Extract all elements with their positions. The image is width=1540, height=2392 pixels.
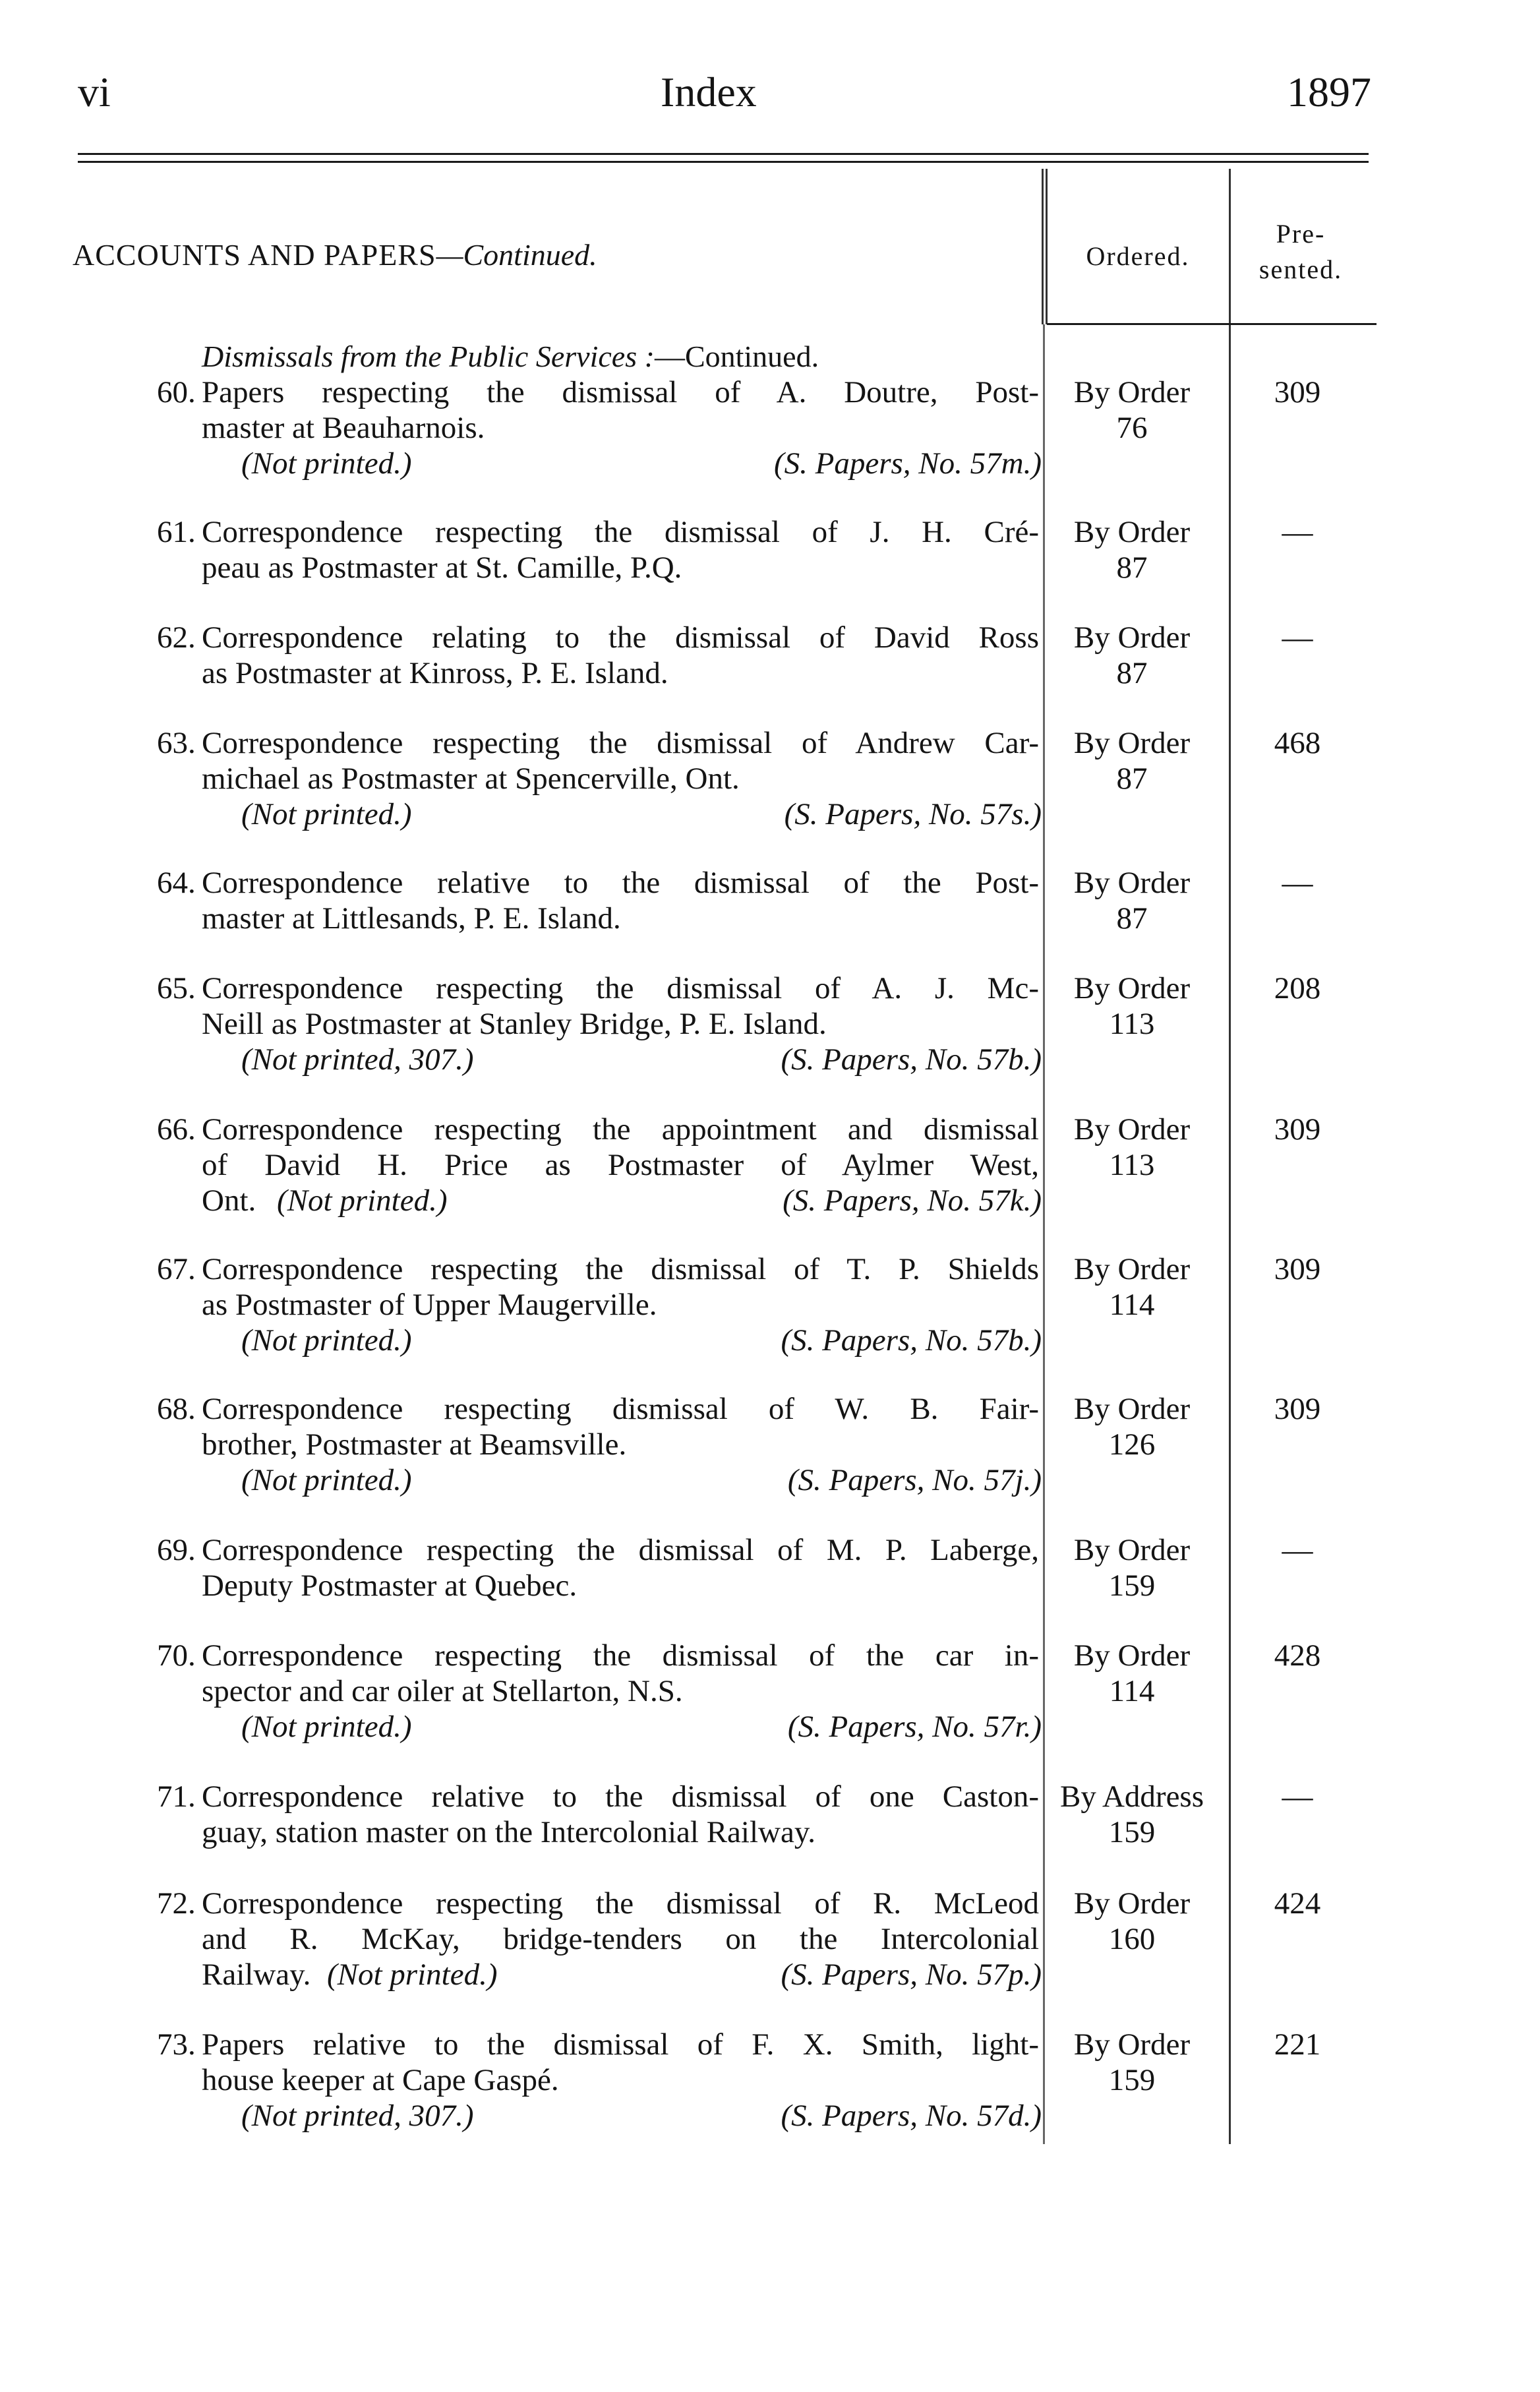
entry-number: 62.	[157, 620, 196, 655]
entry-number: 68.	[157, 1392, 196, 1426]
entry-text-line: Railway.	[202, 1958, 311, 1992]
section-continued: —Continued.	[436, 238, 597, 272]
order-type: By Order	[1073, 971, 1191, 1005]
header-rule-bottom	[78, 161, 1369, 163]
order-type: By Order	[1073, 620, 1191, 655]
entry-text-line: spector and car oiler at Stellarton, N.S.	[202, 1674, 683, 1708]
subheading-continued: —Continued.	[654, 340, 819, 373]
entry-number: 71.	[157, 1779, 196, 1814]
page-number: vi	[78, 69, 111, 115]
not-printed-note: (Not printed.)	[327, 1958, 498, 1992]
subheading	[202, 339, 819, 374]
sessional-paper-ref: (S. Papers, No. 57k.)	[783, 1183, 1042, 1218]
entry-text-line: master at Beauharnois.	[202, 411, 485, 445]
entry-number: 66.	[157, 1112, 196, 1147]
subheading-title: Dismissals from the Public Services :	[202, 340, 655, 373]
sessional-paper-ref: (S. Papers, No. 57m.)	[774, 446, 1042, 481]
presented-page: 309	[1274, 1392, 1321, 1426]
presented-page: —	[1282, 620, 1313, 655]
column-header-ordered: Ordered.	[1086, 241, 1190, 271]
entry-text-line: peau as Postmaster at St. Camille, P.Q.	[202, 551, 682, 585]
presented-page: 208	[1274, 971, 1321, 1005]
entry-number: 61.	[157, 515, 196, 549]
order-type: By Order	[1073, 1252, 1191, 1286]
column-header-presented	[1231, 216, 1370, 287]
order-page: 159	[1108, 2063, 1156, 2097]
sessional-paper-ref: (S. Papers, No. 57r.)	[787, 1710, 1042, 1744]
entry-text-line: Correspondence respecting the dismissal of J. H. Cré-	[202, 515, 1039, 549]
order-page: 114	[1109, 1674, 1155, 1708]
order-type: By Address	[1059, 1779, 1204, 1814]
column-divider-left	[1043, 324, 1045, 2144]
entry-number: 72.	[157, 1886, 196, 1921]
not-printed-note: (Not printed, 307.)	[241, 1042, 474, 1077]
page-year: 1897	[1287, 69, 1371, 115]
sessional-paper-ref: (S. Papers, No. 57d.)	[781, 2099, 1042, 2133]
entry-number: 67.	[157, 1252, 196, 1286]
header-rule-top	[78, 153, 1369, 155]
order-page: 87	[1116, 656, 1148, 690]
entry-text-line: Correspondence respecting the dismissal of M. P. Laberge,	[202, 1533, 1039, 1567]
order-type: By Order	[1073, 726, 1191, 760]
order-type: By Order	[1073, 1533, 1191, 1567]
order-page: 114	[1109, 1288, 1155, 1322]
entry-text-line: brother, Postmaster at Beamsville.	[202, 1427, 627, 1462]
order-page: 160	[1108, 1922, 1156, 1956]
presented-page: 428	[1274, 1638, 1321, 1673]
entry-number: 60.	[157, 375, 196, 409]
entry-text-line: Correspondence respecting the dismissal of T. P. Shields	[202, 1252, 1039, 1286]
sessional-paper-ref: (S. Papers, No. 57s.)	[784, 797, 1042, 831]
entry-number: 65.	[157, 971, 196, 1005]
order-page: 87	[1116, 551, 1148, 585]
entry-text-line: Correspondence relating to the dismissal of David Ross	[202, 620, 1039, 655]
entry-text-line: master at Littlesands, P. E. Island.	[202, 901, 621, 936]
entry-number: 73.	[157, 2027, 196, 2062]
presented-page: 424	[1274, 1886, 1321, 1921]
entry-number: 69.	[157, 1533, 196, 1567]
presented-page: —	[1282, 866, 1313, 900]
entry-number: 64.	[157, 866, 196, 900]
order-page: 113	[1109, 1007, 1155, 1041]
order-type: By Order	[1073, 1638, 1191, 1673]
entry-number: 63.	[157, 726, 196, 760]
order-page: 87	[1116, 901, 1148, 936]
column-divider-right	[1229, 169, 1231, 2144]
entry-text-line: Correspondence respecting the dismissal of Andrew Car-	[202, 726, 1039, 760]
section-title-text: ACCOUNTS AND PAPERS	[73, 238, 436, 272]
presented-page: 468	[1274, 726, 1321, 760]
not-printed-note: (Not printed.)	[241, 797, 412, 831]
entry-text-line: Correspondence relative to the dismissal of one Caston-	[202, 1779, 1039, 1814]
presented-page: 309	[1274, 1252, 1321, 1286]
order-type: By Order	[1073, 1886, 1191, 1921]
entry-text-line: michael as Postmaster at Spencerville, Ont.	[202, 762, 740, 796]
order-type: By Order	[1073, 515, 1191, 549]
order-page: 126	[1108, 1427, 1156, 1462]
entry-text-line: Correspondence respecting the appointment and dismissal	[202, 1112, 1039, 1147]
entry-text-line: of David H. Price as Postmaster of Aylmer West,	[202, 1148, 1039, 1182]
order-type: By Order	[1073, 2027, 1191, 2062]
not-printed-note: (Not printed.)	[241, 446, 412, 481]
entry-text-line: Correspondence respecting dismissal of W. B. Fair-	[202, 1392, 1039, 1426]
entry-number: 70.	[157, 1638, 196, 1673]
entry-text-line: house keeper at Cape Gaspé.	[202, 2063, 559, 2097]
not-printed-note: (Not printed.)	[241, 1463, 412, 1497]
entry-text-line: Ont.	[202, 1183, 256, 1218]
column-divider-left-top	[1042, 169, 1044, 324]
order-page: 159	[1108, 1815, 1156, 1849]
order-type: By Order	[1073, 1392, 1191, 1426]
entry-text-line: Correspondence respecting the dismissal of the car in-	[202, 1638, 1039, 1673]
presented-page: —	[1282, 1533, 1313, 1567]
not-printed-note: (Not printed.)	[241, 1323, 412, 1358]
entry-text-line: Neill as Postmaster at Stanley Bridge, P. E. Island.	[202, 1007, 827, 1041]
order-page: 113	[1109, 1148, 1155, 1182]
presented-page: —	[1282, 1779, 1313, 1814]
entry-text-line: as Postmaster at Kinross, P. E. Island.	[202, 656, 668, 690]
presented-page: —	[1282, 515, 1313, 549]
sessional-paper-ref: (S. Papers, No. 57p.)	[781, 1958, 1042, 1992]
order-type: By Order	[1073, 866, 1191, 900]
column-header-presented-line2: sented.	[1259, 254, 1343, 284]
order-type: By Order	[1073, 1112, 1191, 1147]
entry-text-line: Papers respecting the dismissal of A. Doutre, Post-	[202, 375, 1039, 409]
sessional-paper-ref: (S. Papers, No. 57b.)	[781, 1323, 1042, 1358]
order-type: By Order	[1073, 375, 1191, 409]
entry-text-line: and R. McKay, bridge-tenders on the Intercolonial	[202, 1922, 1039, 1956]
presented-page: 309	[1274, 375, 1321, 409]
entry-text-line: Correspondence respecting the dismissal of A. J. Mc-	[202, 971, 1039, 1005]
sessional-paper-ref: (S. Papers, No. 57b.)	[781, 1042, 1042, 1077]
entry-text-line: Deputy Postmaster at Quebec.	[202, 1569, 578, 1603]
section-title	[73, 237, 597, 272]
entry-text-line: Correspondence relative to the dismissal of the Post-	[202, 866, 1039, 900]
sessional-paper-ref: (S. Papers, No. 57j.)	[787, 1463, 1042, 1497]
not-printed-note: (Not printed.)	[277, 1183, 448, 1218]
entry-text-line: Correspondence respecting the dismissal of R. McLeod	[202, 1886, 1039, 1921]
presented-page: 221	[1274, 2027, 1321, 2062]
not-printed-note: (Not printed, 307.)	[241, 2099, 474, 2133]
page-title: Index	[661, 69, 757, 115]
entry-text-line: Papers relative to the dismissal of F. X. Smith, light-	[202, 2027, 1039, 2062]
order-page: 87	[1116, 762, 1148, 796]
presented-page: 309	[1274, 1112, 1321, 1147]
column-divider-left-top-double	[1046, 169, 1048, 324]
column-header-presented-line1: Pre-	[1276, 219, 1326, 249]
not-printed-note: (Not printed.)	[241, 1710, 412, 1744]
order-page: 159	[1108, 1569, 1156, 1603]
order-page: 76	[1116, 411, 1148, 445]
column-header-rule	[1047, 323, 1377, 325]
entry-text-line: guay, station master on the Intercolonial Railway.	[202, 1815, 816, 1849]
entry-text-line: as Postmaster of Upper Maugerville.	[202, 1288, 657, 1322]
